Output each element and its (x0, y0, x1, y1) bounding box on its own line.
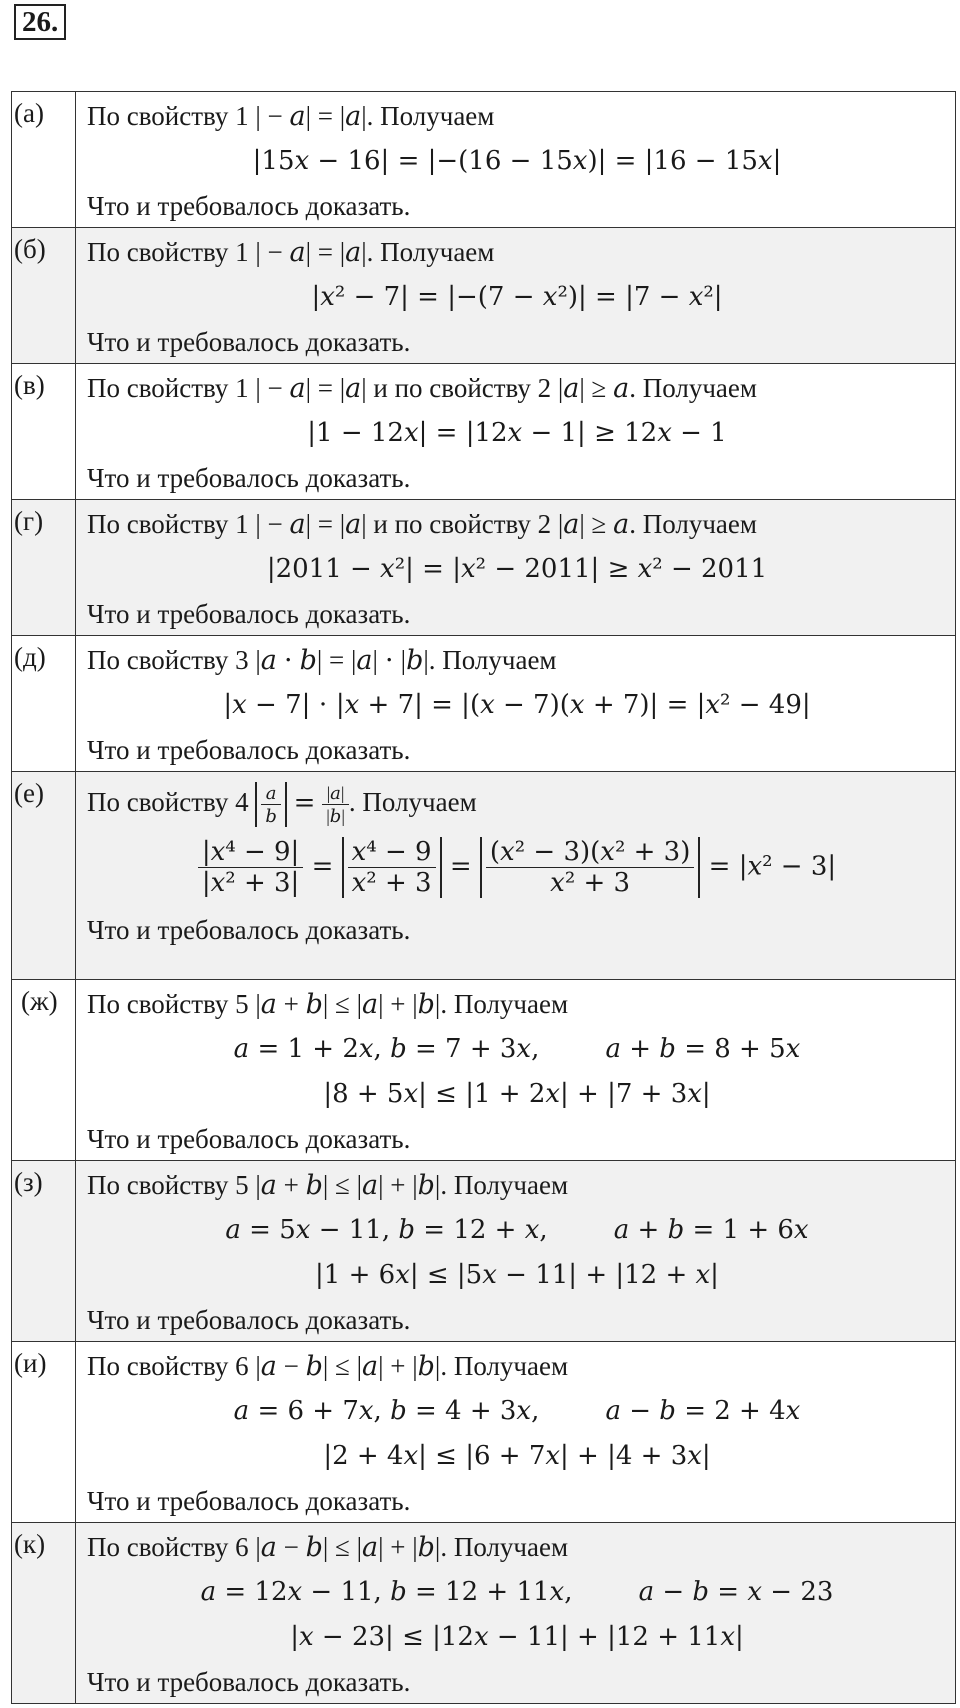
row-label: (з) (12, 1161, 76, 1341)
solution-row-z (11, 1161, 956, 1342)
equation: |1 + 6𝑥| ≤ |5𝑥 − 11| + |12 + 𝑥| (315, 1260, 719, 1290)
row-label: (в) (12, 364, 76, 499)
equation: |8 + 5𝑥| ≤ |1 + 2𝑥| + |7 + 3𝑥| (323, 1079, 711, 1109)
conclusion-text: Что и требовалось доказать. (87, 599, 411, 629)
abs-fraction (342, 837, 442, 898)
row-content (76, 92, 955, 227)
equation: 𝑎 = 5𝑥 − 11, 𝑏 = 12 + 𝑥, 𝑎 + 𝑏 = 1 + 6𝑥 (225, 1215, 809, 1245)
row-label: (и) (12, 1342, 76, 1522)
fraction-denominator: |𝑥² + 3| (201, 868, 300, 898)
fraction (348, 837, 436, 898)
row-label: (к) (12, 1523, 76, 1703)
row-label: (е) (12, 772, 76, 979)
property-statement: По свойству 6 |𝑎 − 𝑏| ≤ |𝑎| + |𝑏|. Получаем (87, 1532, 569, 1562)
conclusion-text: Что и требовалось доказать. (87, 1667, 411, 1697)
property-prefix: По свойству 4 (87, 787, 249, 817)
conclusion-text: Что и требовалось доказать. (87, 191, 411, 221)
fraction (322, 782, 349, 827)
fraction-denominator: 𝑥² + 3 (550, 868, 631, 898)
solution-row-a (11, 92, 956, 228)
equation: 𝑎 = 1 + 2𝑥, 𝑏 = 7 + 3𝑥, 𝑎 + 𝑏 = 8 + 5𝑥 (233, 1034, 801, 1064)
fraction-numerator: 𝑥⁴ − 9 (348, 837, 436, 868)
equation: |15𝑥 − 16| = |−(16 − 15𝑥)| = |16 − 15𝑥| (252, 146, 782, 176)
conclusion-text: Что и требовалось доказать. (87, 327, 411, 357)
fraction (486, 837, 694, 898)
property-statement: По свойству 6 |𝑎 − 𝑏| ≤ |𝑎| + |𝑏|. Получаем (87, 1351, 569, 1381)
fraction-numerator: |𝑥⁴ − 9| (198, 837, 303, 868)
property-statement: По свойству 1 | − 𝑎| = |𝑎|. Получаем (87, 237, 495, 267)
row-label: (б) (12, 228, 76, 363)
fraction-denominator: 𝑏 (265, 806, 277, 827)
equation: |2011 − 𝑥²| = |𝑥² − 2011| ≥ 𝑥² − 2011 (266, 554, 768, 584)
row-content (76, 1342, 955, 1522)
equation-result: = |𝑥² − 3| (708, 851, 837, 882)
equation: |𝑥² − 7| = |−(7 − 𝑥²)| = |7 − 𝑥²| (311, 282, 723, 312)
fraction-denominator: |𝑏| (326, 806, 345, 827)
conclusion-text: Что и требовалось доказать. (87, 915, 411, 945)
solution-row-i (11, 1342, 956, 1523)
property-statement (87, 774, 947, 831)
property-statement: По свойству 1 | − 𝑎| = |𝑎| и по свойству 2 |𝑎| ≥ 𝑎. Получаем (87, 373, 757, 403)
row-content (76, 228, 955, 363)
conclusion-text: Что и требовалось доказать. (87, 735, 411, 765)
solution-row-b (11, 228, 956, 364)
conclusion-text: Что и требовалось доказать. (87, 1124, 411, 1154)
conclusion-text: Что и требовалось доказать. (87, 463, 411, 493)
property-statement: По свойству 1 | − 𝑎| = |𝑎|. Получаем (87, 101, 495, 131)
row-content (76, 772, 955, 979)
equation: |𝑥 − 23| ≤ |12𝑥 − 11| + |12 + 11𝑥| (290, 1622, 744, 1652)
fraction-numerator: |𝑎| (322, 782, 349, 805)
row-content (76, 980, 955, 1160)
solution-row-g (11, 500, 956, 636)
equals-sign: = (449, 851, 480, 882)
fraction-numerator: 𝑎 (261, 782, 281, 805)
row-content (76, 1523, 955, 1703)
conclusion-text: Что и требовалось доказать. (87, 1486, 411, 1516)
row-label: (г) (12, 500, 76, 635)
property-statement: По свойству 1 | − 𝑎| = |𝑎| и по свойству 2 |𝑎| ≥ 𝑎. Получаем (87, 509, 757, 539)
equals-sign: = (311, 851, 342, 882)
solution-row-v (11, 364, 956, 500)
equation: 𝑎 = 6 + 7𝑥, 𝑏 = 4 + 3𝑥, 𝑎 − 𝑏 = 2 + 4𝑥 (233, 1396, 801, 1426)
row-label: (ж) (12, 980, 76, 1160)
equation: 𝑎 = 12𝑥 − 11, 𝑏 = 12 + 11𝑥, 𝑎 − 𝑏 = 𝑥 − 23 (200, 1577, 834, 1607)
row-content (76, 1161, 955, 1341)
equation: |1 − 12𝑥| = |12𝑥 − 1| ≥ 12𝑥 − 1 (307, 418, 727, 448)
row-label: (д) (12, 636, 76, 771)
solution-row-k (11, 1523, 956, 1704)
abs-fraction (480, 837, 700, 898)
equals-sign: = (293, 788, 316, 818)
conclusion-text: Что и требовалось доказать. (87, 1305, 411, 1335)
solution-row-d (11, 636, 956, 772)
equation: |𝑥 − 7| ⋅ |𝑥 + 7| = |(𝑥 − 7)(𝑥 + 7)| = |𝑥² − 49| (223, 690, 811, 720)
fraction-denominator: 𝑥² + 3 (351, 868, 432, 898)
task-number: 26. (14, 4, 66, 40)
row-content (76, 500, 955, 635)
abs-fraction (255, 782, 287, 827)
property-statement: По свойству 3 |𝑎 ⋅ 𝑏| = |𝑎| ⋅ |𝑏|. Получаем (87, 645, 557, 675)
equation: |2 + 4𝑥| ≤ |6 + 7𝑥| + |4 + 3𝑥| (323, 1441, 711, 1471)
row-content (76, 364, 955, 499)
property-suffix: . Получаем (348, 787, 477, 817)
row-content (76, 636, 955, 771)
fraction (198, 837, 303, 898)
equation (87, 831, 947, 908)
solution-row-zh (11, 980, 956, 1161)
fraction-numerator: (𝑥² − 3)(𝑥² + 3) (486, 837, 694, 868)
solution-table (11, 91, 956, 1704)
property-statement: По свойству 5 |𝑎 + 𝑏| ≤ |𝑎| + |𝑏|. Получаем (87, 1170, 569, 1200)
row-label: (а) (12, 92, 76, 227)
fraction (261, 782, 281, 827)
property-statement: По свойству 5 |𝑎 + 𝑏| ≤ |𝑎| + |𝑏|. Получаем (87, 989, 569, 1019)
solution-row-e (11, 772, 956, 980)
